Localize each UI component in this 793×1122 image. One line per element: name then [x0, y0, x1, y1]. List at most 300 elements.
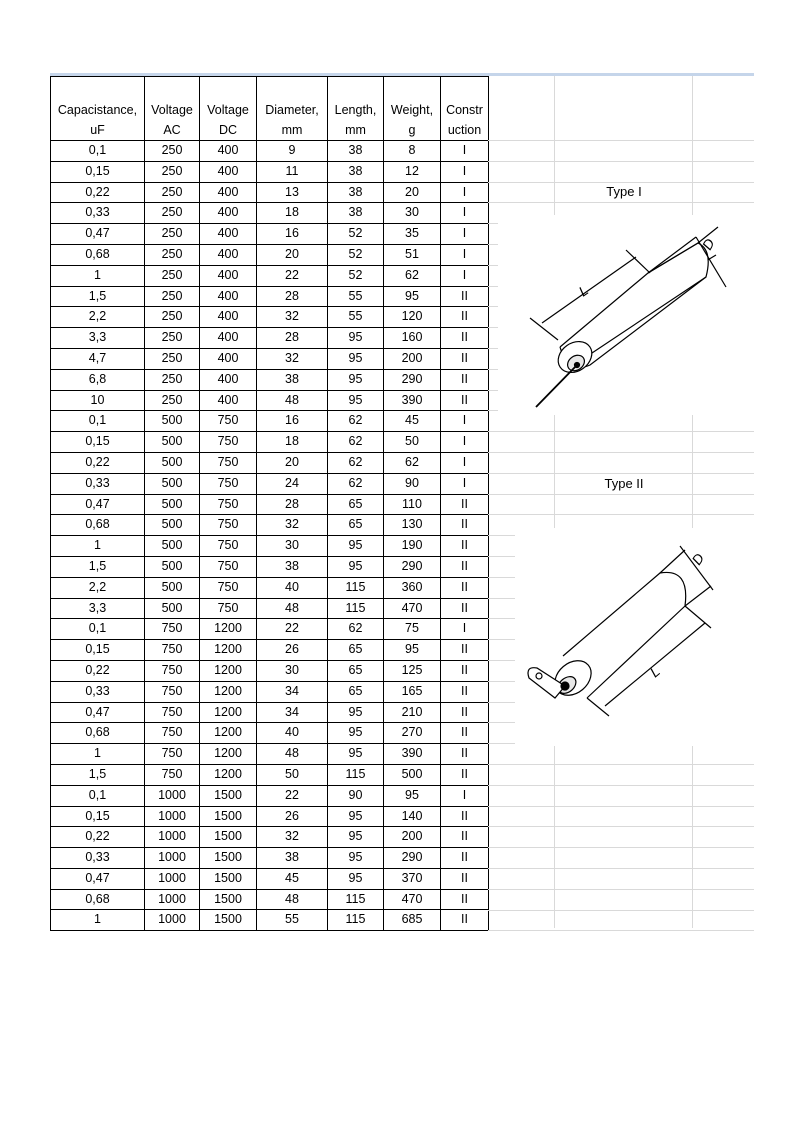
table-cell: 1000 — [145, 785, 200, 806]
table-cell: 13 — [257, 182, 328, 203]
type-2-figure — [515, 528, 754, 746]
table-cell: 95 — [328, 369, 384, 390]
table-cell: 34 — [257, 681, 328, 702]
table-cell: 470 — [384, 598, 441, 619]
table-cell: 3,3 — [51, 328, 145, 349]
table-cell: 500 — [384, 764, 441, 785]
table-cell: I — [441, 473, 489, 494]
table-cell: 0,22 — [51, 182, 145, 203]
table-cell: 750 — [200, 598, 257, 619]
column-header-line1: Diameter, — [257, 77, 328, 121]
table-cell: 750 — [200, 452, 257, 473]
table-cell: 40 — [257, 577, 328, 598]
table-cell: 95 — [328, 868, 384, 889]
table-cell: 28 — [257, 494, 328, 515]
table-cell: II — [441, 598, 489, 619]
table-cell: 0,15 — [51, 432, 145, 453]
table-cell: 30 — [257, 536, 328, 557]
table-cell: 0,33 — [51, 848, 145, 869]
table-cell: 12 — [384, 161, 441, 182]
grid-line — [488, 514, 754, 515]
table-row — [51, 889, 489, 910]
table-cell: 0,68 — [51, 515, 145, 536]
table-cell: 90 — [384, 473, 441, 494]
table-cell: 130 — [384, 515, 441, 536]
table-cell: 400 — [200, 182, 257, 203]
table-cell: II — [441, 910, 489, 931]
table-cell: 500 — [145, 432, 200, 453]
table-cell: 0,1 — [51, 619, 145, 640]
table-cell: 400 — [200, 286, 257, 307]
table-cell: 48 — [257, 889, 328, 910]
table-cell: 2,2 — [51, 577, 145, 598]
table-row — [51, 827, 489, 848]
table-cell: 62 — [328, 473, 384, 494]
table-cell: 1,5 — [51, 764, 145, 785]
table-cell: II — [441, 369, 489, 390]
table-cell: 500 — [145, 411, 200, 432]
table-cell: 750 — [145, 702, 200, 723]
table-cell: 360 — [384, 577, 441, 598]
table-row — [51, 244, 489, 265]
table-cell: 500 — [145, 536, 200, 557]
table-cell: 1 — [51, 744, 145, 765]
table-cell: 1,5 — [51, 286, 145, 307]
table-cell: 1000 — [145, 889, 200, 910]
table-cell: 500 — [145, 556, 200, 577]
table-row — [51, 515, 489, 536]
grid-line — [488, 785, 754, 786]
table-cell: 18 — [257, 432, 328, 453]
table-cell: II — [441, 348, 489, 369]
table-cell: 1500 — [200, 785, 257, 806]
table-cell: 45 — [384, 411, 441, 432]
table-cell: 95 — [384, 640, 441, 661]
table-cell: II — [441, 536, 489, 557]
table-cell: 0,33 — [51, 203, 145, 224]
table-cell: 165 — [384, 681, 441, 702]
table-cell: 24 — [257, 473, 328, 494]
table-cell: 250 — [145, 286, 200, 307]
table-cell: 0,1 — [51, 411, 145, 432]
table-row — [51, 556, 489, 577]
table-cell: 16 — [257, 411, 328, 432]
table-cell: 65 — [328, 515, 384, 536]
table-cell: 500 — [145, 598, 200, 619]
table-row — [51, 660, 489, 681]
table-cell: 65 — [328, 660, 384, 681]
table-cell: 400 — [200, 265, 257, 286]
table-cell: II — [441, 868, 489, 889]
table-cell: I — [441, 244, 489, 265]
grid-line — [692, 76, 693, 928]
table-cell: 1200 — [200, 640, 257, 661]
table-cell: 140 — [384, 806, 441, 827]
table-cell: 250 — [145, 348, 200, 369]
table-cell: 390 — [384, 744, 441, 765]
table-cell: 0,47 — [51, 494, 145, 515]
table-cell: 1 — [51, 536, 145, 557]
grid-line — [488, 930, 754, 931]
table-cell: 1500 — [200, 827, 257, 848]
table-cell: 400 — [200, 390, 257, 411]
table-cell: 4,7 — [51, 348, 145, 369]
table-cell: 400 — [200, 348, 257, 369]
table-cell: 500 — [145, 494, 200, 515]
table-cell: I — [441, 619, 489, 640]
column-header-line2: mm — [328, 120, 384, 141]
table-cell: 52 — [328, 265, 384, 286]
table-cell: 1200 — [200, 619, 257, 640]
table-cell: 38 — [328, 182, 384, 203]
table-cell: 65 — [328, 681, 384, 702]
table-cell: 0,47 — [51, 224, 145, 245]
type-1-label: Type I — [606, 184, 642, 199]
table-cell: 48 — [257, 390, 328, 411]
table-cell: 48 — [257, 744, 328, 765]
table-cell: 500 — [145, 452, 200, 473]
table-row — [51, 452, 489, 473]
table-cell: 62 — [328, 411, 384, 432]
table-cell: II — [441, 764, 489, 785]
table-cell: 390 — [384, 390, 441, 411]
table-cell: 200 — [384, 827, 441, 848]
table-cell: 250 — [145, 390, 200, 411]
type-2-diameter-mark: D — [688, 550, 708, 568]
table-cell: II — [441, 744, 489, 765]
table-cell: 40 — [257, 723, 328, 744]
column-header-line1: Voltage — [200, 77, 257, 121]
grid-line — [488, 161, 754, 162]
table-cell: 35 — [384, 224, 441, 245]
table-cell: 38 — [257, 556, 328, 577]
table-cell: 250 — [145, 141, 200, 162]
table-cell: 51 — [384, 244, 441, 265]
grid-line — [488, 202, 754, 203]
table-cell: 1500 — [200, 848, 257, 869]
table-cell: II — [441, 577, 489, 598]
table-cell: 95 — [384, 286, 441, 307]
table-row — [51, 848, 489, 869]
table-cell: 250 — [145, 182, 200, 203]
table-cell: 115 — [328, 577, 384, 598]
table-cell: 55 — [328, 286, 384, 307]
table-cell: 20 — [257, 244, 328, 265]
table-cell: 62 — [328, 619, 384, 640]
table-cell: 3,3 — [51, 598, 145, 619]
table-cell: 470 — [384, 889, 441, 910]
table-cell: 50 — [384, 432, 441, 453]
grid-line — [488, 910, 754, 911]
table-row — [51, 286, 489, 307]
table-cell: 95 — [328, 536, 384, 557]
table-cell: 0,22 — [51, 827, 145, 848]
table-cell: I — [441, 452, 489, 473]
table-cell: I — [441, 265, 489, 286]
table-cell: 290 — [384, 848, 441, 869]
table-cell: 1200 — [200, 744, 257, 765]
grid-line — [488, 826, 754, 827]
grid-line — [554, 76, 555, 928]
table-cell: II — [441, 328, 489, 349]
table-row — [51, 681, 489, 702]
table-cell: II — [441, 806, 489, 827]
table-cell: 250 — [145, 244, 200, 265]
table-cell: 95 — [328, 723, 384, 744]
table-cell: 0,15 — [51, 161, 145, 182]
table-cell: 750 — [145, 723, 200, 744]
table-row — [51, 224, 489, 245]
table-cell: 95 — [328, 390, 384, 411]
table-cell: II — [441, 660, 489, 681]
table-cell: 1000 — [145, 806, 200, 827]
table-cell: 95 — [328, 348, 384, 369]
table-cell: 0,47 — [51, 702, 145, 723]
table-cell: 115 — [328, 764, 384, 785]
table-cell: 250 — [145, 328, 200, 349]
table-cell: 190 — [384, 536, 441, 557]
table-cell: II — [441, 390, 489, 411]
table-cell: 75 — [384, 619, 441, 640]
table-cell: I — [441, 411, 489, 432]
table-cell: 0,68 — [51, 244, 145, 265]
grid-line — [488, 806, 754, 807]
column-header-line2: mm — [257, 120, 328, 141]
table-cell: 1000 — [145, 868, 200, 889]
table-cell: 30 — [257, 660, 328, 681]
table-row — [51, 598, 489, 619]
table-row — [51, 390, 489, 411]
table-cell: 1500 — [200, 806, 257, 827]
table-cell: 110 — [384, 494, 441, 515]
table-cell: 750 — [200, 515, 257, 536]
column-header-line1: Voltage — [145, 77, 200, 121]
type-1-length-mark: L — [575, 281, 592, 300]
table-cell: 750 — [145, 619, 200, 640]
table-cell: 1,5 — [51, 556, 145, 577]
table-cell: 1200 — [200, 681, 257, 702]
table-cell: 1200 — [200, 660, 257, 681]
grid-line — [488, 140, 754, 141]
type-2-label: Type II — [604, 476, 644, 491]
type-1-figure — [498, 215, 754, 415]
table-cell: 0,15 — [51, 640, 145, 661]
type-2-length-mark: L — [646, 663, 663, 681]
table-cell: 34 — [257, 702, 328, 723]
table-cell: 1500 — [200, 868, 257, 889]
table-cell: 32 — [257, 307, 328, 328]
table-cell: 1200 — [200, 723, 257, 744]
table-cell: 65 — [328, 640, 384, 661]
table-row — [51, 577, 489, 598]
table-cell: 32 — [257, 348, 328, 369]
column-header-line2: g — [384, 120, 441, 141]
table-cell: 200 — [384, 348, 441, 369]
column-header-line1: Weight, — [384, 77, 441, 121]
table-cell: 55 — [328, 307, 384, 328]
table-row — [51, 619, 489, 640]
table-cell: 500 — [145, 473, 200, 494]
table-cell: 125 — [384, 660, 441, 681]
table-cell: 52 — [328, 244, 384, 265]
table-cell: 750 — [200, 536, 257, 557]
table-cell: 62 — [328, 452, 384, 473]
grid-line — [488, 889, 754, 890]
table-cell: 750 — [200, 577, 257, 598]
table-cell: 120 — [384, 307, 441, 328]
table-row — [51, 203, 489, 224]
table-row — [51, 141, 489, 162]
table-cell: 250 — [145, 307, 200, 328]
table-cell: 270 — [384, 723, 441, 744]
table-cell: 400 — [200, 161, 257, 182]
table-cell: I — [441, 161, 489, 182]
table-cell: 250 — [145, 203, 200, 224]
column-header-line2: uction — [441, 120, 489, 141]
table-cell: 26 — [257, 640, 328, 661]
table-cell: 750 — [145, 640, 200, 661]
table-cell: 290 — [384, 369, 441, 390]
table-cell: 95 — [328, 328, 384, 349]
table-cell: I — [441, 785, 489, 806]
table-cell: 22 — [257, 619, 328, 640]
spreadsheet-grid-area — [488, 76, 754, 928]
table-cell: 250 — [145, 265, 200, 286]
grid-line — [488, 473, 754, 474]
table-cell: 750 — [200, 432, 257, 453]
table-cell: 115 — [328, 910, 384, 931]
grid-line — [488, 764, 754, 765]
column-header-line1: Constr — [441, 77, 489, 121]
table-cell: 250 — [145, 224, 200, 245]
table-cell: 20 — [384, 182, 441, 203]
table-cell: 62 — [384, 452, 441, 473]
table-cell: 750 — [200, 473, 257, 494]
table-row — [51, 411, 489, 432]
table-row — [51, 369, 489, 390]
table-row — [51, 432, 489, 453]
table-cell: 0,1 — [51, 141, 145, 162]
table-cell: 750 — [200, 411, 257, 432]
table-cell: 95 — [328, 848, 384, 869]
table-cell: 400 — [200, 141, 257, 162]
table-cell: 2,2 — [51, 307, 145, 328]
table-cell: 38 — [328, 161, 384, 182]
table-cell: II — [441, 723, 489, 744]
table-cell: I — [441, 182, 489, 203]
table-cell: 95 — [328, 556, 384, 577]
table-row — [51, 307, 489, 328]
table-cell: 48 — [257, 598, 328, 619]
table-cell: 685 — [384, 910, 441, 931]
table-row — [51, 702, 489, 723]
table-cell: II — [441, 556, 489, 577]
table-row — [51, 161, 489, 182]
table-cell: 1 — [51, 910, 145, 931]
table-cell: 500 — [145, 515, 200, 536]
table-cell: 18 — [257, 203, 328, 224]
grid-line — [488, 431, 754, 432]
table-row — [51, 182, 489, 203]
type-1-diameter-mark: D — [698, 235, 718, 253]
table-cell: 750 — [145, 744, 200, 765]
table-cell: 750 — [200, 494, 257, 515]
table-cell: 10 — [51, 390, 145, 411]
table-cell: 95 — [328, 806, 384, 827]
table-cell: 38 — [257, 848, 328, 869]
table-cell: 500 — [145, 577, 200, 598]
table-cell: 290 — [384, 556, 441, 577]
table-cell: 0,1 — [51, 785, 145, 806]
table-cell: 20 — [257, 452, 328, 473]
table-cell: 11 — [257, 161, 328, 182]
table-row — [51, 265, 489, 286]
table-cell: 750 — [145, 764, 200, 785]
table-cell: 22 — [257, 265, 328, 286]
table-row — [51, 494, 489, 515]
table-cell: 45 — [257, 868, 328, 889]
grid-line — [488, 494, 754, 495]
table-cell: II — [441, 286, 489, 307]
table-row — [51, 764, 489, 785]
table-cell: I — [441, 432, 489, 453]
table-cell: 750 — [145, 681, 200, 702]
table-cell: 0,22 — [51, 660, 145, 681]
table-cell: 115 — [328, 889, 384, 910]
table-cell: II — [441, 889, 489, 910]
table-row — [51, 640, 489, 661]
column-header-line1: Capacistance, — [51, 77, 145, 121]
table-cell: 65 — [328, 494, 384, 515]
table-cell: 30 — [384, 203, 441, 224]
table-cell: 95 — [328, 827, 384, 848]
table-cell: 62 — [384, 265, 441, 286]
grid-line — [488, 847, 754, 848]
table-cell: 250 — [145, 369, 200, 390]
table-cell: 38 — [257, 369, 328, 390]
table-cell: 0,47 — [51, 868, 145, 889]
table-cell: 95 — [384, 785, 441, 806]
table-cell: 90 — [328, 785, 384, 806]
table-cell: 160 — [384, 328, 441, 349]
table-row — [51, 328, 489, 349]
table-cell: 115 — [328, 598, 384, 619]
table-cell: II — [441, 827, 489, 848]
column-header-line2: AC — [145, 120, 200, 141]
grid-line — [488, 452, 754, 453]
table-cell: 370 — [384, 868, 441, 889]
table-cell: 62 — [328, 432, 384, 453]
table-cell: II — [441, 494, 489, 515]
table-row — [51, 536, 489, 557]
table-cell: II — [441, 640, 489, 661]
table-cell: II — [441, 307, 489, 328]
table-cell: 400 — [200, 307, 257, 328]
table-cell: 1 — [51, 265, 145, 286]
table-cell: I — [441, 224, 489, 245]
table-cell: 16 — [257, 224, 328, 245]
table-cell: 9 — [257, 141, 328, 162]
table-cell: 38 — [328, 141, 384, 162]
table-cell: 750 — [145, 660, 200, 681]
table-row — [51, 868, 489, 889]
table-cell: 6,8 — [51, 369, 145, 390]
table-cell: 52 — [328, 224, 384, 245]
table-cell: 1000 — [145, 910, 200, 931]
table-cell: 32 — [257, 515, 328, 536]
column-header-line1: Length, — [328, 77, 384, 121]
table-row — [51, 806, 489, 827]
